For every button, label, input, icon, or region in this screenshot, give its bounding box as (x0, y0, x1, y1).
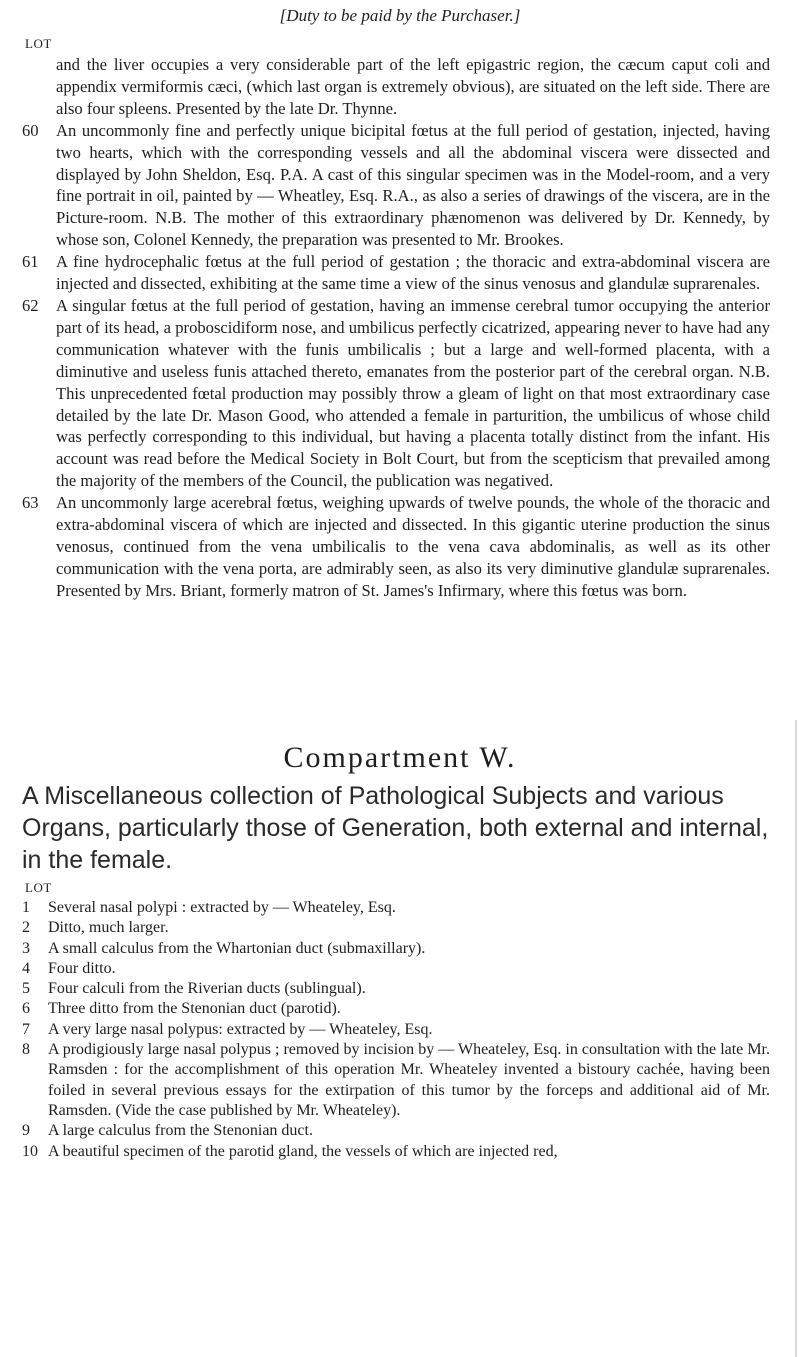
lot-entries-top (22, 54, 770, 602)
lot-number: 5 (22, 980, 30, 998)
lot-entry (22, 1142, 770, 1162)
lot-description: An uncommonly fine and perfectly unique bicipital fœtus at the full period of gestation, injected, having two hearts, which with the corresponding vessels and all the abdominal viscera were dissected and displayed by John Sheldon, Esq. P.A. A cast of this singular specimen was in the Model-room, and a very fine portrait in oil, painted by — Wheatley, Esq. R.A., as also a series of drawings of the viscera, are in the Picture-room. N.B. The mother of this extraordinary phænomenon was delivered by Dr. Kennedy, by whose son, Colonel Kennedy, the preparation was presented to Mr. Brookes. (56, 120, 770, 250)
lot-entry (22, 918, 770, 938)
lot-number: 2 (22, 919, 30, 937)
lot-number: 3 (22, 939, 30, 957)
lot-entry (22, 492, 770, 602)
lot-description: Three ditto from the Stenonian duct (parotid). (48, 1000, 341, 1018)
lot-number: 62 (22, 295, 39, 315)
lot-description: An uncommonly large acerebral fœtus, weighing upwards of twelve pounds, the whole of the thoracic and extra-abdominal viscera of which are injected and dissected. In this gigantic uterine production the sinus venosus, continued from the vena umbilicalis to the vena cava abdominalis, as well as its other communication with the vena porta, are admirably seen, as also its very diminutive glandulæ suprarenales. Presented by Mrs. Briant, formerly matron of St. James's Infirmary, where this fœtus was born. (56, 493, 770, 600)
lot-number: 4 (22, 959, 30, 977)
lot-description: Four calculi from the Riverian ducts (sublingual). (48, 980, 366, 998)
lot-entry (22, 295, 770, 492)
section-heading: A Miscellaneous collection of Pathological Subjects and various Organs, particularly those of Generation, both external and internal, in the female. (22, 782, 769, 874)
lot-entry (22, 959, 770, 979)
lot-entry (22, 898, 770, 918)
lot-number: 1 (22, 899, 30, 916)
lot-number: 7 (22, 1020, 30, 1038)
lot-number: 8 (22, 1041, 30, 1059)
lot-entry (22, 120, 770, 251)
lot-description: A fine hydrocephalic fœtus at the full period of gestation ; the thoracic and extra-abdominal viscera are injected and dissected, exhibiting at the same time a view of the sinus venosus and glandulæ suprarenales. (56, 252, 770, 294)
lot-entries-bottom (22, 898, 770, 1162)
lot-description: A small calculus from the Whartonian duct (submaxillary). (48, 939, 426, 957)
lot-description: A beautiful specimen of the parotid gland, the vessels of which are injected red, (48, 1142, 558, 1160)
lot-number: 10 (22, 1142, 38, 1160)
compartment-title: Compartment W. (283, 741, 517, 774)
lot-column-label: LOT (25, 880, 52, 895)
lot-entry (22, 1040, 770, 1121)
lot-number: 6 (22, 1000, 30, 1018)
running-head: [Duty to be paid by the Purchaser.] (279, 6, 521, 25)
lot-entry (22, 1121, 770, 1141)
lot-description: A singular fœtus at the full period of gestation, having an immense cerebral tumor occupying the anterior part of its head, a proboscidiform nose, and umbilicus perfectly cicatrized, appearing never to have had any communication whatever with the funis umbilicalis ; but a large and well-formed placenta, with a diminutive and useless funis attached thereto, emanates from the posterior part of the cerebral organ. N.B. This unprecedented fœtal production may possibly throw a gleam of light on that most extraordinary case detailed by the late Dr. Mason Good, who attended a female in parturition, the umbilicus of whose child was perfectly corresponding to this individual, but having a placenta totally distinct from the infant. His account was read before the Medical Society in Bolt Court, but from the scepticism that prevailed among the majority of the members of the Council, the publication was negatived. (56, 295, 770, 491)
lot-entry (22, 251, 770, 295)
lot-description: and the liver occupies a very considerable part of the left epigastric region, the cæcum caput coli and appendix vermiformis cæci, (which last organ is extremely obvious), are situated on the left side. There are also four spleens. Presented by the late Dr. Thynne. (56, 55, 770, 118)
page-edge-divider (795, 720, 797, 1357)
lot-description: A prodigiously large nasal polypus ; removed by incision by — Wheateley, Esq. in consultation with the late Mr. Ramsden : for the accomplishment of this operation Mr. Wheateley invented a bistoury cachée, having been foiled in several previous essays for the extirpation of this tumor by the forceps and additional aid of Mr. Ramsden. (Vide the case published by Mr. Wheateley). (48, 1041, 770, 1119)
lot-entry (22, 939, 770, 959)
lot-description: Four ditto. (48, 959, 116, 977)
lot-description: Several nasal polypi : extracted by — Wheateley, Esq. (48, 899, 396, 916)
lot-entry (22, 999, 770, 1019)
lot-entry (22, 54, 770, 120)
lot-description: A large calculus from the Stenonian duct. (48, 1122, 313, 1140)
lot-entry (22, 1020, 770, 1040)
lot-column-label: LOT (25, 36, 52, 51)
lot-number: 60 (22, 120, 39, 140)
lot-number: 63 (22, 493, 39, 513)
lot-description: Ditto, much larger. (48, 919, 169, 937)
lot-number: 61 (22, 252, 39, 272)
lot-description: A very large nasal polypus: extracted by — Wheateley, Esq. (48, 1020, 433, 1038)
lot-entry (22, 979, 770, 999)
lot-number: 9 (22, 1122, 30, 1140)
